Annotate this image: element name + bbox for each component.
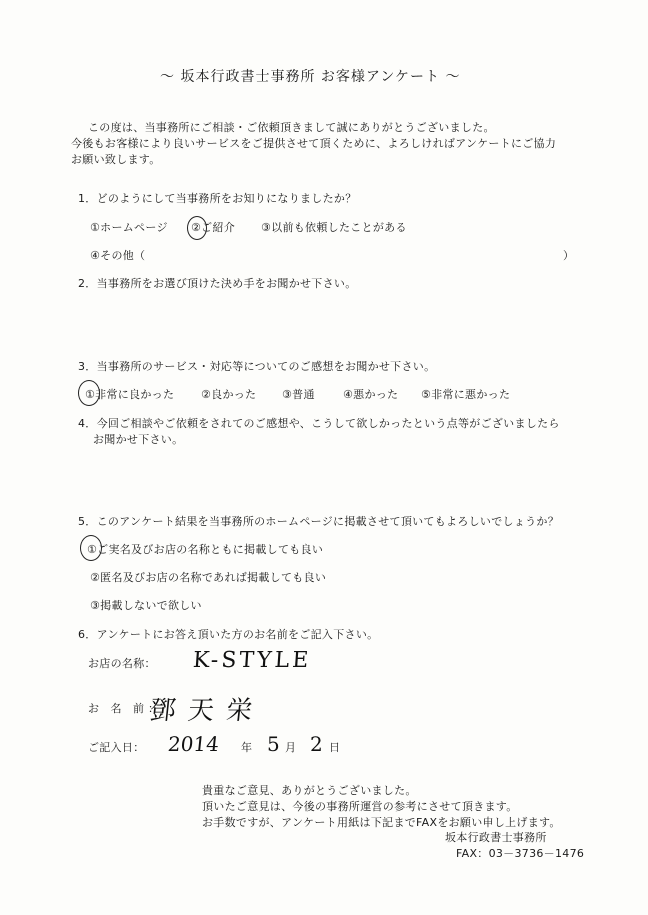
- date-day-value[interactable]: 2: [310, 732, 323, 756]
- date-year-value[interactable]: 2014: [166, 732, 221, 756]
- q5-option-anonymous[interactable]: ②匿名及びお店の名称であれば掲載しても良い: [90, 571, 327, 584]
- q3-option-very-good[interactable]: ①非常に良かった: [85, 388, 175, 401]
- shop-name-label: お店の名称：: [88, 657, 156, 670]
- q5-option-no-publish[interactable]: ③掲載しないで欲しい: [90, 599, 202, 612]
- q5-selection-circle: [80, 535, 102, 561]
- shop-name-value[interactable]: K-STYLE: [192, 648, 313, 673]
- office-fax: FAX：03－3736－1476: [456, 847, 585, 860]
- closing-line-3: お手数ですが、アンケート用紙は下記までFAXをお願い申し上げます。: [202, 816, 561, 829]
- q1-option-other-close: ）: [563, 249, 575, 262]
- question-4-line-1: 4．今回ご相談やご依頼をされてのご感想や、こうして欲しかったという点等がございましたら: [78, 417, 560, 430]
- question-4-line-2: お聞かせ下さい。: [93, 433, 184, 446]
- question-5: 5．このアンケート結果を当事務所のホームページに掲載させて頂いてもよろしいでしょうか？: [78, 515, 560, 528]
- intro-line-2: 今後もお客様により良いサービスをご提供させて頂くために、よろしければアンケートにご協力: [71, 137, 557, 150]
- intro-line-3: お願い致します。: [71, 153, 161, 166]
- question-6: 6．アンケートにお答え頂いた方のお名前をご記入下さい。: [78, 628, 379, 641]
- q3-option-good[interactable]: ②良かった: [201, 388, 257, 401]
- q1-option-other[interactable]: ④その他（: [90, 249, 146, 262]
- page-title: 〜 坂本行政書士事務所 お客様アンケート 〜: [160, 69, 461, 85]
- person-name-label: お 名 前：: [88, 702, 163, 715]
- question-2: 2．当事務所をお選び頂けた決め手をお聞かせ下さい。: [78, 277, 357, 290]
- question-1: 1．どのようにして当事務所をお知りになりましたか？: [78, 192, 357, 205]
- intro-line-1: この度は、当事務所にご相談・ご依頼頂きまして誠にありがとうございました。: [88, 121, 495, 134]
- q5-option-real-name[interactable]: ①ご実名及びお店の名称ともに掲載しても良い: [87, 543, 324, 556]
- q3-option-very-bad[interactable]: ⑤非常に悪かった: [421, 388, 511, 401]
- q3-option-bad[interactable]: ④悪かった: [343, 388, 399, 401]
- closing-line-1: 貴重なご意見、ありがとうございました。: [202, 784, 417, 797]
- q3-selection-circle: [78, 380, 100, 406]
- q1-option-previous[interactable]: ③以前も依頼したことがある: [261, 221, 407, 234]
- question-3: 3．当事務所のサービス・対応等についてのご感想をお聞かせ下さい。: [78, 360, 436, 373]
- person-name-value[interactable]: 鄧 天 栄: [148, 696, 256, 726]
- date-day-unit: 日: [329, 741, 341, 754]
- q1-option-referral[interactable]: ②ご紹介: [191, 221, 236, 234]
- date-month-unit: 月: [285, 741, 297, 754]
- office-name: 坂本行政書士事務所: [445, 831, 547, 844]
- q3-option-normal[interactable]: ③普通: [282, 388, 315, 401]
- date-year-unit: 年: [241, 741, 253, 754]
- date-label: ご記入日：: [88, 741, 145, 754]
- closing-line-2: 頂いたご意見は、今後の事務所運営の参考にさせて頂きます。: [202, 800, 518, 813]
- date-month-value[interactable]: 5: [267, 732, 280, 756]
- q1-option-homepage[interactable]: ①ホームページ: [90, 221, 168, 234]
- q1-selection-circle: [187, 216, 207, 240]
